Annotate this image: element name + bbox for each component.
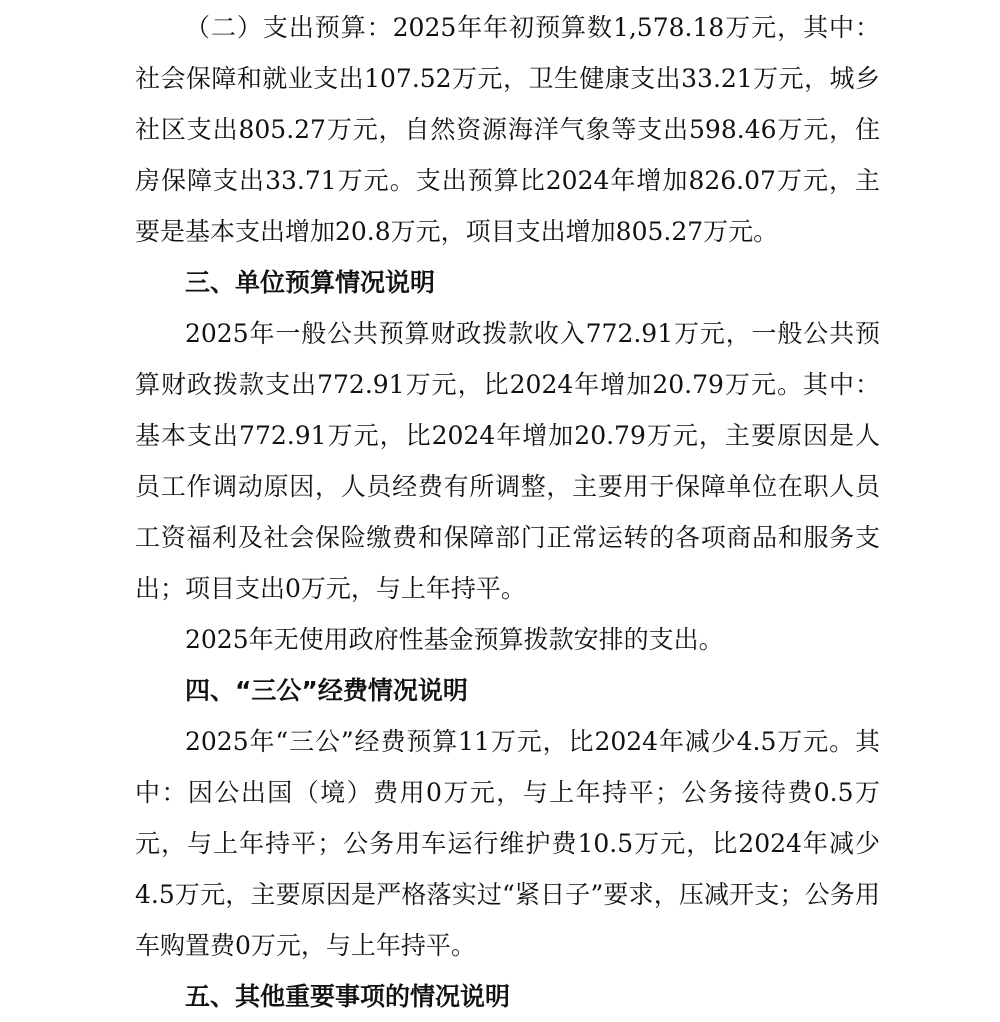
document-page xyxy=(135,2,880,1022)
section-heading-other-matters: 五、其他重要事项的情况说明 xyxy=(185,982,511,1011)
paragraph-general-public-budget: 2025年一般公共预算财政拨款收入772.91万元，一般公共预算财政拨款支出772.91万元，比2024年增加20.79万元。其中：基本支出772.91万元，比2024年增加20.79万元，主要原因是人员工作调动原因，人员经费有所调整，主要用于保障单位在职人员工资福利及社会保险缴费和保障部门正常运转的各项商品和服务支出；项目支出0万元，与上年持平。 xyxy=(135,319,880,603)
paragraph-government-fund: 2025年无使用政府性基金预算拨款安排的支出。 xyxy=(185,625,724,654)
section-heading-three-public: 四、“三公”经费情况说明 xyxy=(185,676,468,705)
section-heading-unit-budget: 三、单位预算情况说明 xyxy=(185,268,436,297)
paragraph-three-public-expenses: 2025年“三公”经费预算11万元，比2024年减少4.5万元。其中：因公出国（境）费用0万元，与上年持平；公务接待费0.5万元，与上年持平；公务用车运行维护费10.5万元，比2024年减少4.5万元，主要原因是严格落实过“紧日子”要求，压减开支；公务用车购置费0万元，与上年持平。 xyxy=(135,727,880,960)
paragraph-expenditure-budget: （二）支出预算：2025年年初预算数1,578.18万元，其中：社会保障和就业支出107.52万元，卫生健康支出33.21万元，城乡社区支出805.27万元，自然资源海洋气象等支出598.46万元，住房保障支出33.71万元。支出预算比2024年增加826.07万元，主要是基本支出增加20.8万元，项目支出增加805.27万元。 xyxy=(135,13,880,246)
